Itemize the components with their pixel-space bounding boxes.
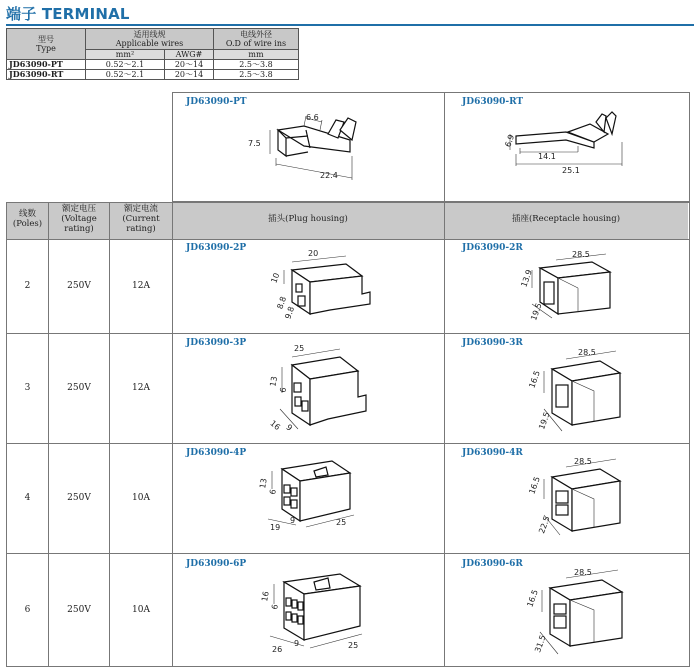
- table-row: [7, 70, 299, 80]
- receptacle-header: 插座(Receptacle housing): [511, 214, 621, 224]
- pt-dim-length: 22.4: [320, 171, 338, 180]
- current-header: [110, 204, 172, 234]
- terminal-rt-drawing: [498, 108, 648, 178]
- plug-3p-dim-height: 13: [268, 375, 280, 388]
- plug-3p-dim-slot: 6: [278, 386, 289, 394]
- divider: [172, 202, 173, 667]
- plug-label: JD63090-4P: [186, 448, 247, 458]
- row-voltage: 250V: [67, 383, 91, 393]
- plug-label: JD63090-2P: [186, 243, 247, 253]
- plug-6p-dim-slot: 6: [270, 603, 280, 611]
- plug-4p-dim-pitch: 9: [290, 516, 296, 525]
- wires-header-en: Applicable wires: [115, 39, 184, 48]
- receptacle-4r-drawing: [516, 455, 646, 545]
- unit-mm: mm: [214, 50, 299, 60]
- od-header: [214, 29, 299, 50]
- receptacle-6r-drawing: [516, 566, 646, 666]
- plug-6p-dim-length: 25: [348, 641, 359, 650]
- divider: [444, 92, 445, 202]
- row-od: 2.5～3.8: [214, 70, 299, 80]
- divider: [48, 202, 49, 667]
- receptacle-2r-drawing: [516, 248, 626, 328]
- rec-3r-dim-width: 28.5: [578, 348, 596, 357]
- plug-4p-dim-length: 25: [336, 518, 347, 527]
- wires-header-zh: 适用线规: [133, 30, 166, 39]
- plug-label: JD63090-3P: [186, 338, 247, 348]
- row-voltage: 250V: [67, 605, 91, 615]
- rt-dim-height: 6.9: [503, 133, 517, 149]
- rec-3r-dim-depth: 19.5: [537, 410, 552, 431]
- plug-label: JD63090-6P: [186, 559, 247, 569]
- type-header-zh: 型号: [38, 35, 54, 44]
- plug-2p-dim-height: 10: [269, 271, 282, 285]
- pt-dim-height: 7.5: [248, 139, 261, 148]
- row-voltage: 250V: [67, 281, 91, 291]
- receptacle-3r-drawing: [516, 345, 646, 440]
- od-header-en: O.D of wire ins: [225, 39, 287, 48]
- row-awg: 20～14: [165, 70, 214, 80]
- current-header-en1: (Current: [122, 214, 160, 224]
- row-type: JD63090-RT: [7, 70, 86, 80]
- rt-dim-length: 25.1: [562, 166, 580, 175]
- row-current: 10A: [132, 605, 150, 615]
- plug-header: 插头(Plug housing): [268, 214, 348, 224]
- plug-3p-dim-width: 25: [294, 344, 305, 353]
- table-row: [7, 60, 299, 70]
- rec-4r-dim-depth: 22.5: [537, 514, 552, 535]
- voltage-header-en2: rating): [64, 224, 94, 234]
- current-header-en2: rating): [126, 224, 156, 234]
- row-od: 2.5～3.8: [214, 60, 299, 70]
- current-header-zh: 额定电流: [123, 204, 158, 214]
- plug-2p-dim-slot-a: 8.8: [275, 295, 289, 311]
- row-voltage: 250V: [67, 493, 91, 503]
- divider: [109, 202, 110, 667]
- voltage-header-en1: (Voltage: [61, 214, 97, 224]
- plug-4p-dim-height: 13: [258, 477, 269, 490]
- plug-3p-drawing: [258, 345, 388, 440]
- pt-dim-width: 6.6: [306, 113, 319, 122]
- row-poles: 6: [24, 605, 31, 615]
- row-poles: 2: [24, 281, 31, 291]
- terminal-pt-drawing: [240, 108, 390, 188]
- plug-6p-drawing: [250, 566, 390, 666]
- wires-header: [86, 29, 214, 50]
- row-poles: 3: [24, 383, 31, 393]
- voltage-header: [49, 204, 109, 234]
- row-awg: 20～14: [165, 60, 214, 70]
- rec-6r-dim-width: 28.5: [574, 568, 592, 577]
- receptacle-label: JD63090-4R: [462, 448, 523, 458]
- unit-mm2: mm²: [86, 50, 165, 60]
- row-mm2: 0.52～2.1: [86, 70, 165, 80]
- plug-2p-dim-width: 20: [308, 249, 319, 258]
- rec-2r-dim-depth: 19.5: [529, 301, 544, 322]
- poles-header-zh: 线数: [18, 209, 36, 219]
- receptacle-label: JD63090-6R: [462, 559, 523, 569]
- plug-6p-dim-height: 16: [260, 590, 271, 603]
- rt-dim-mid: 14.1: [538, 152, 556, 161]
- rec-4r-dim-width: 28.5: [574, 457, 592, 466]
- rec-6r-dim-depth: 31.5: [533, 633, 548, 654]
- rec-3r-dim-height: 16.5: [527, 369, 542, 390]
- row-poles: 4: [24, 493, 31, 503]
- plug-6p-dim-pitch: 9: [294, 639, 300, 648]
- plug-3p-dim-depth: 16: [268, 418, 282, 433]
- row-mm2: 0.52～2.1: [86, 60, 165, 70]
- row-type: JD63090-PT: [7, 60, 86, 70]
- poles-header: [6, 209, 49, 229]
- heading-rule: [6, 24, 694, 26]
- wire-spec-table: [6, 28, 299, 80]
- od-header-zh: 电线外径: [240, 30, 272, 39]
- row-current: 10A: [132, 493, 150, 503]
- terminal-rt-label: JD63090-RT: [462, 97, 524, 107]
- terminal-pt-label: JD63090-PT: [186, 97, 247, 107]
- plug-2p-drawing: [270, 248, 380, 328]
- page-heading: 端子 TERMINAL: [6, 5, 130, 23]
- rec-2r-dim-width: 28.5: [572, 250, 590, 259]
- type-header-en: Type: [36, 44, 56, 53]
- row-current: 12A: [132, 281, 150, 291]
- rec-6r-dim-height: 16.5: [525, 588, 540, 609]
- type-header: [7, 29, 86, 60]
- plug-6p-dim-depth: 26: [272, 645, 283, 654]
- rec-4r-dim-height: 16.5: [527, 475, 542, 496]
- plug-4p-drawing: [256, 455, 386, 545]
- voltage-header-zh: 额定电压: [61, 204, 96, 214]
- plug-4p-dim-slot: 6: [268, 488, 278, 496]
- plug-2p-dim-slot-b: 9.8: [283, 305, 297, 321]
- poles-header-en: (Poles): [12, 219, 43, 229]
- rec-2r-dim-height: 13.9: [519, 268, 534, 289]
- divider: [444, 202, 445, 667]
- receptacle-label: JD63090-3R: [462, 338, 523, 348]
- row-current: 12A: [132, 383, 150, 393]
- receptacle-label: JD63090-2R: [462, 243, 523, 253]
- unit-awg: AWG#: [165, 50, 214, 60]
- plug-4p-dim-depth: 19: [270, 523, 281, 532]
- plug-3p-dim-pitch: 9: [284, 422, 295, 433]
